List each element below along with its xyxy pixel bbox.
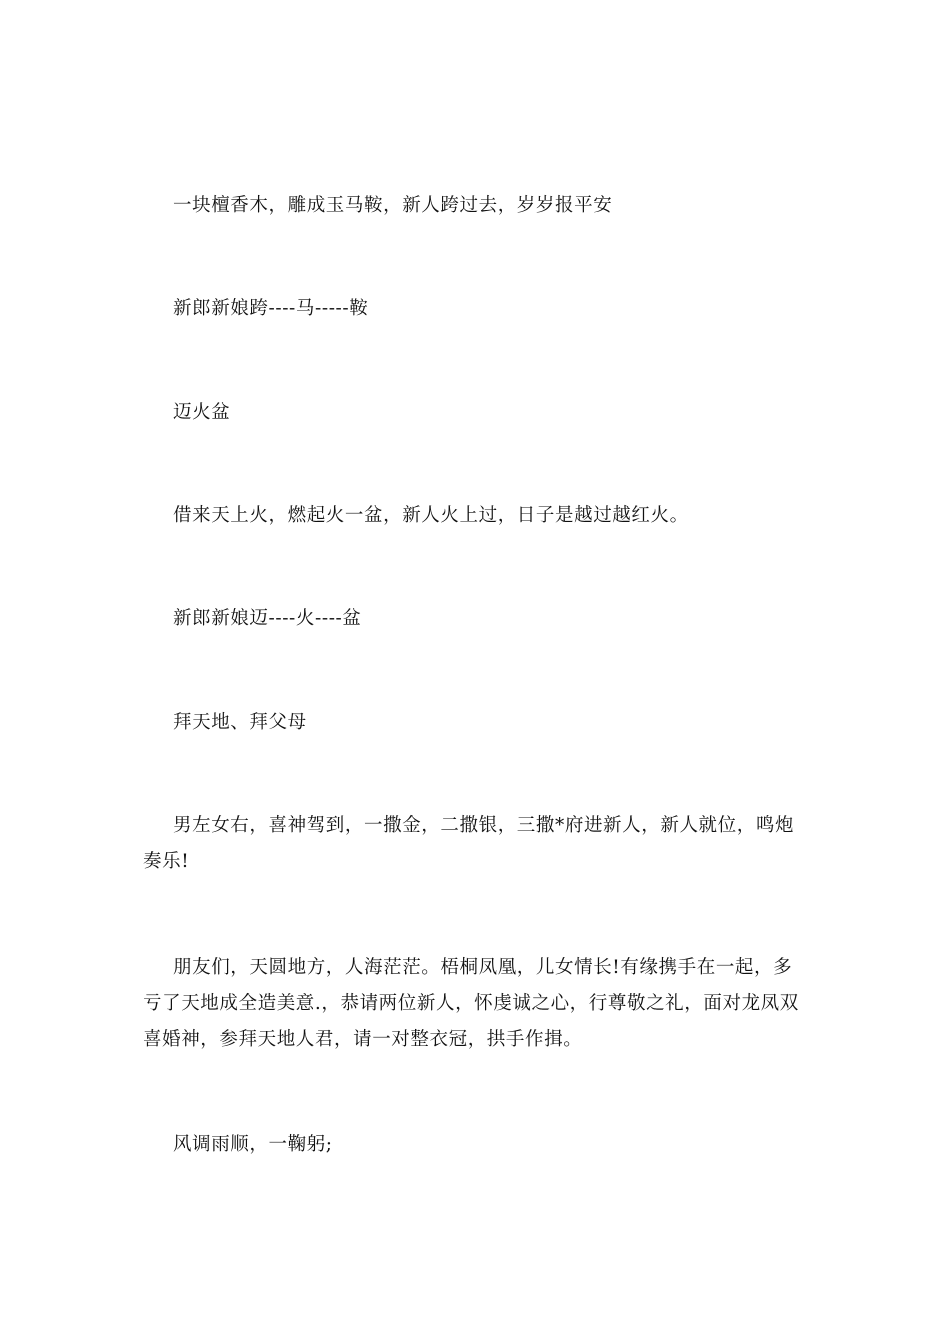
paragraph-positions: 男左女右，喜神驾到，一撒金，二撒银，三撒*府进新人，新人就位，鸣炮奏乐! <box>143 815 795 872</box>
paragraph-worship-heading: 拜天地、拜父母 <box>173 712 307 733</box>
paragraph-friends-speech: 朋友们，天圆地方，人海茫茫。梧桐凤凰，儿女情长!有缘携手在一起，多亏了天地成全造美意.，恭请两位新人，怀虔诚之心，行尊敬之礼，面对龙凤双喜婚神，参拜天地人君，请一对整衣冠，拱手作揖。 <box>143 957 799 1050</box>
paragraph-step-fire-basin: 新郎新娘迈----火----盆 <box>173 608 362 629</box>
paragraph-fire-basin-heading: 迈火盆 <box>173 402 231 423</box>
paragraph-first-bow: 风调雨顺，一鞠躬; <box>173 1134 333 1155</box>
paragraph-saddle-verse: 一块檀香木，雕成玉马鞍，新人跨过去，岁岁报平安 <box>173 195 613 216</box>
paragraph-cross-saddle: 新郎新娘跨----马-----鞍 <box>173 298 369 319</box>
paragraph-fire-verse: 借来天上火，燃起火一盆，新人火上过，日子是越过越红火。 <box>173 505 689 526</box>
